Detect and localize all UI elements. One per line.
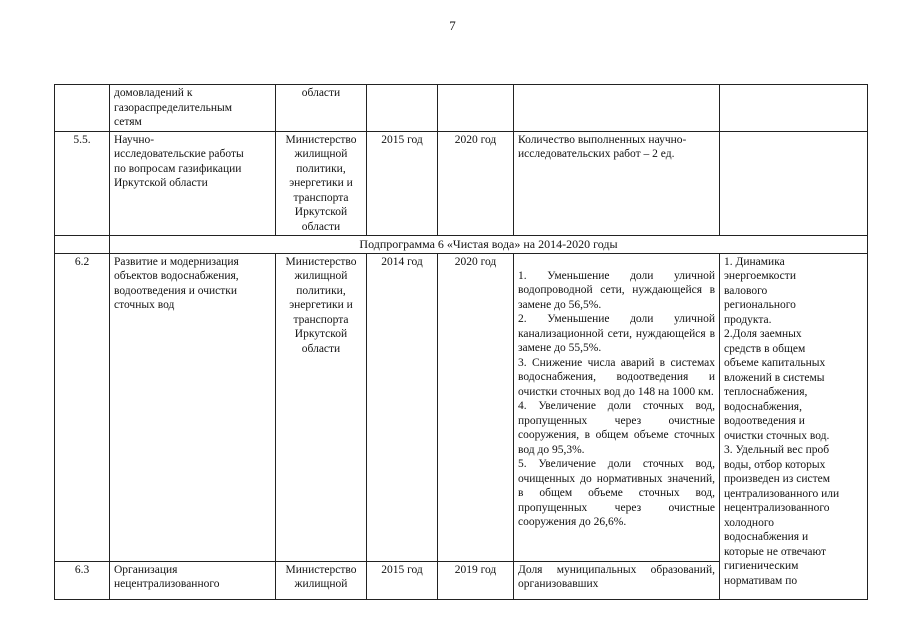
cell-executor: Министерство жилищной политики, энергетики и транспорта Иркутской области — [276, 131, 367, 236]
cell-end: 2020 год — [438, 253, 514, 561]
result-item: 1. Уменьшение доли уличной водопроводной сети, нуждающейся в замене до 56,5%. — [518, 269, 715, 311]
result-item: 2. Уменьшение доли уличной канализационной сети, нуждающейся в замене до 55,5%. — [518, 313, 715, 354]
cell-start — [367, 85, 438, 132]
cell-name: Организация нецентрализованного — [110, 561, 276, 599]
cell-result — [514, 85, 720, 132]
result-item: 5. Увеличение доли сточных вод, очищенных до нормативных значений, в общем объеме сточных вод, пропущенных через очистные сооружения до 26,6%. — [518, 458, 715, 528]
cell-end — [438, 85, 514, 132]
cell-num — [55, 236, 110, 254]
result-item: 4. Увеличение доли сточных вод, пропущенных через очистные сооружения, в общем объеме сточных вод до 95,3%. — [518, 400, 715, 456]
cell-end: 2019 год — [438, 561, 514, 599]
cell-name: домовладений к газораспределительным сетям — [110, 85, 276, 132]
table-row-continuation — [55, 85, 868, 132]
cell-num — [55, 85, 110, 132]
cell-indicator — [720, 131, 868, 236]
table-row-6-2 — [55, 253, 868, 561]
cell-start: 2015 год — [367, 131, 438, 236]
cell-result: Количество выполненных научно- исследовательских работ – 2 ед. — [514, 131, 720, 236]
cell-start: 2015 год — [367, 561, 438, 599]
cell-result: Доля муниципальных образований, организовавших — [514, 561, 720, 599]
cell-indicator: 1. Динамика энергоемкости валового регионального продукта. 2.Доля заемных средств в общем объеме капитальных вложений в системы теплоснабжения, водоснабжения, водоотведения и очистки сточных вод. 3. Удельный вес проб воды, отбор которых произведен из систем централизованного или нецентрализованного холодного водоснабжения и которые не отвечают гигиеническим нормативам по — [720, 253, 868, 599]
cell-start: 2014 год — [367, 253, 438, 561]
cell-name: Научно- исследовательские работы по вопросам газификации Иркутской области — [110, 131, 276, 236]
cell-name: Развитие и модернизация объектов водоснабжения, водоотведения и очистки сточных вод — [110, 253, 276, 561]
cell-num: 6.2 — [55, 253, 110, 561]
cell-num: 6.3 — [55, 561, 110, 599]
cell-indicator — [720, 85, 868, 132]
cell-executor: Министерство жилищной политики, энергетики и транспорта Иркутской области — [276, 253, 367, 561]
table-row-subprogram — [55, 236, 868, 254]
cell-executor: Министерство жилищной — [276, 561, 367, 599]
result-item: 3. Снижение числа аварий в системах водоснабжения, водоотведения и очистки сточных вод до 148 на 1000 км. — [518, 356, 715, 398]
cell-num: 5.5. — [55, 131, 110, 236]
cell-result — [514, 253, 720, 561]
subprogram-title: Подпрограмма 6 «Чистая вода» на 2014-2020 годы — [110, 236, 868, 254]
page-number: 7 — [449, 18, 456, 33]
cell-executor: области — [276, 85, 367, 132]
cell-end: 2020 год — [438, 131, 514, 236]
measures-table — [54, 84, 868, 600]
table-row-5-5 — [55, 131, 868, 236]
